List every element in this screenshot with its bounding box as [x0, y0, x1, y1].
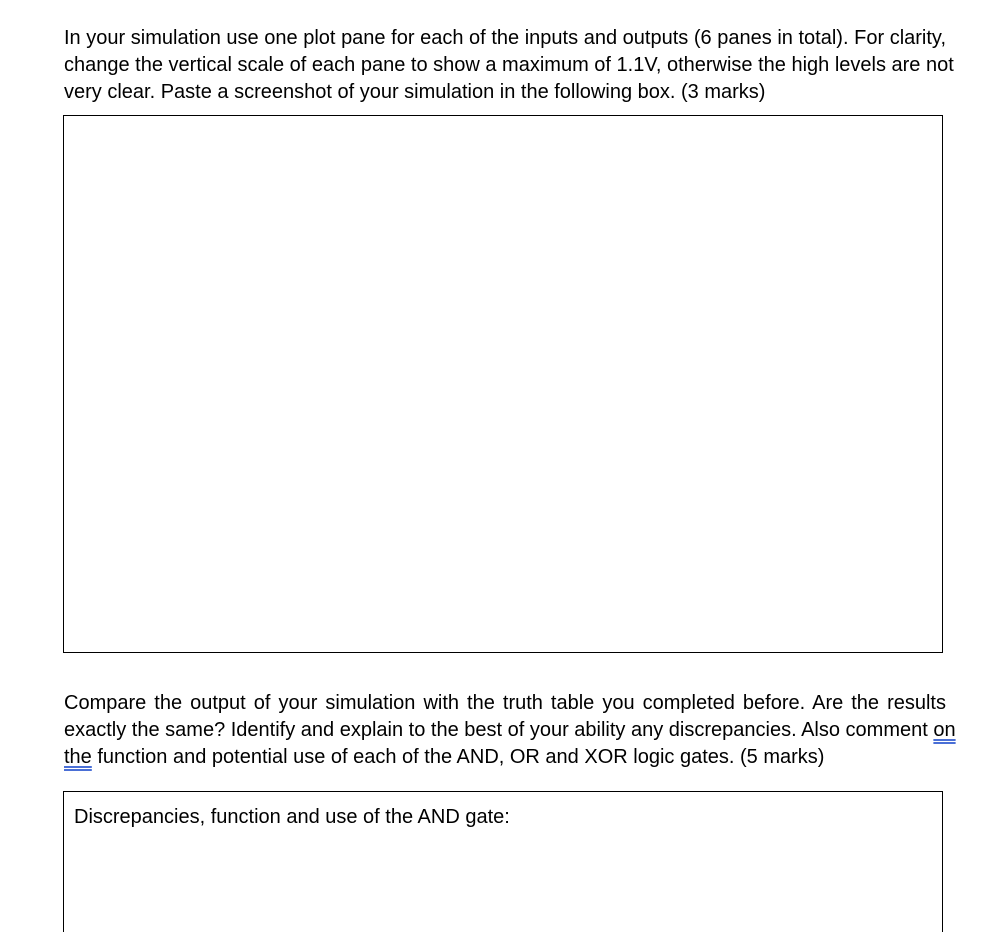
simulation-instructions — [64, 25, 954, 106]
simulation-instructions-line-1: In your simulation use one plot pane for each of the inputs and outputs (6 panes in total). For clarity, — [64, 27, 946, 49]
comparison-line-3-text: function and potential use of each of the AND, OR and XOR logic gates. (5 marks) — [97, 746, 825, 768]
and-gate-answer-label: Discrepancies, function and use of the AND gate: — [74, 806, 510, 828]
comparison-instructions — [64, 690, 956, 771]
grammar-flag-the[interactable]: the — [64, 746, 92, 768]
comparison-instructions-line-3 — [64, 744, 946, 771]
simulation-instructions-line-3: very clear. Paste a screenshot of your simulation in the following box. (3 marks) — [64, 81, 766, 103]
comparison-instructions-line-2 — [64, 717, 956, 744]
screenshot-answer-box[interactable] — [63, 115, 943, 653]
and-gate-answer-box[interactable] — [63, 791, 943, 932]
grammar-flag-on[interactable]: on — [933, 719, 956, 741]
comparison-instructions-line-1: Compare the output of your simulation with the truth table you completed before. Are the results — [64, 692, 946, 714]
comparison-line-2-text: exactly the same? Identify and explain to the best of your ability any discrepancies. Also comment — [64, 719, 928, 741]
simulation-instructions-line-2: change the vertical scale of each pane to show a maximum of 1.1V, otherwise the high levels are not — [64, 54, 954, 76]
